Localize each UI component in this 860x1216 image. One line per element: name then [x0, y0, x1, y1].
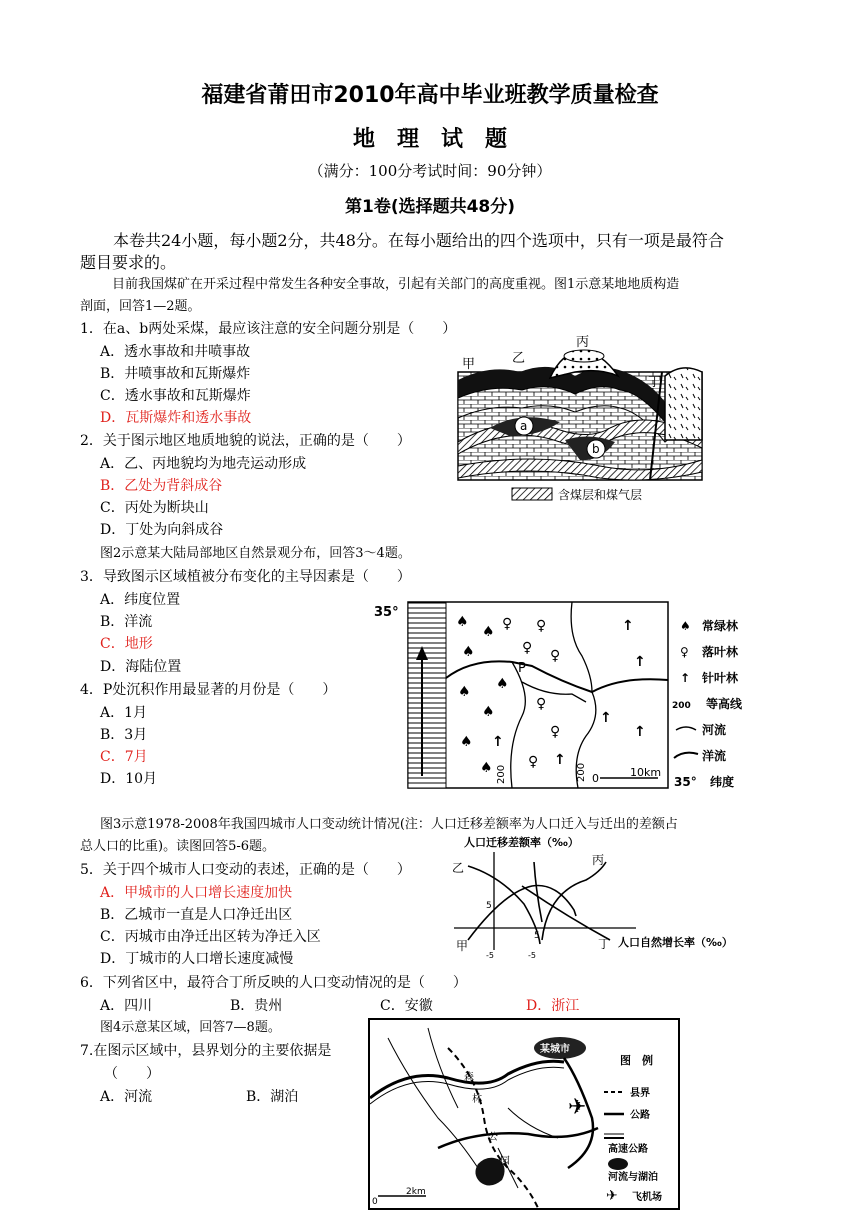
fig2-legend-river-icon	[676, 727, 696, 730]
q7-option-a: A．河流	[100, 1089, 153, 1105]
fig2-legend-river: 河流	[702, 723, 727, 737]
fig2-scale-zero: 0	[592, 772, 599, 785]
paper-title: 福建省莆田市2010年高中毕业班教学质量检查	[201, 83, 659, 108]
fig2-deciduous-tree: ♀	[536, 696, 547, 712]
q5-option-b: B．乙城市一直是人口净迁出区	[100, 907, 293, 923]
fig3-label-yi: 乙	[452, 861, 465, 875]
q3-option-b: B．洋流	[100, 614, 153, 630]
fig2-sea-area	[408, 602, 446, 788]
fig4-legend-road: 公路	[630, 1110, 650, 1121]
fig1-label-b: b	[592, 442, 600, 456]
fig4-scale-zero: 0	[372, 1197, 378, 1207]
q6-option-d: D．浙江	[526, 998, 580, 1014]
fig2-conifer-tree: ↑	[634, 654, 646, 670]
q5-stem: 5．关于四个城市人口变动的表述，正确的是（ ）	[80, 862, 411, 878]
fig2-legend-evergreen-icon: ♠	[680, 619, 691, 633]
fig2-deciduous-tree: ♀	[550, 724, 561, 740]
fig2-evergreen-tree: ♠	[458, 684, 471, 700]
fig2-legend-conifer: 针叶林	[702, 671, 739, 685]
fig1-legend-label: 含煤层和煤气层	[558, 488, 643, 502]
q6-option-b: B．贵州	[230, 998, 283, 1014]
fig2-legend-deciduous-icon: ♀	[680, 645, 689, 659]
q3-stem: 3．导致图示区域植被分布变化的主导因素是（ ）	[80, 569, 411, 585]
fig3-label-jia: 甲	[456, 939, 469, 953]
fig1-label-a: a	[520, 419, 528, 433]
q2-option-a: A．乙、丙地貌均为地壳运动形成	[100, 456, 307, 472]
q3-option-a: A．纬度位置	[100, 592, 181, 608]
q6-option-a: A．四川	[100, 998, 153, 1014]
fig4-legend-lake-icon	[608, 1158, 628, 1170]
fig1-block-ding	[665, 368, 702, 440]
figure-1-cross-section	[450, 332, 710, 512]
q3-option-d: D．海陆位置	[100, 659, 182, 675]
fig2-contour-label-1: 200	[496, 764, 507, 784]
fig2-legend-current-icon	[674, 753, 698, 758]
q4-option-d: D．10月	[100, 771, 158, 787]
fig2-legend	[672, 618, 743, 789]
q3-option-c: C．地形	[100, 636, 153, 652]
q5-option-c: C．丙城市由净迁出区转为净迁入区	[100, 929, 321, 945]
fig3-curve-yi	[468, 866, 540, 944]
fig3-tick-ym5: -5	[528, 951, 536, 960]
fig2-legend-evergreen: 常绿林	[702, 619, 739, 633]
intro-1-line-2: 剖面，回答1—2题。	[80, 299, 201, 314]
q4-option-a: A．1月	[100, 705, 148, 721]
fig1-label-bing: 丙	[576, 335, 590, 350]
fig2-evergreen-tree: ♠	[496, 676, 509, 692]
intro-2: 图2示意某大陆局部地区自然景观分布，回答3～4题。	[100, 546, 411, 561]
instructions-line-2: 题目要求的。	[80, 253, 177, 272]
fig1-label-jia: 甲	[462, 357, 476, 372]
fig4-park-char-1: 公	[488, 1132, 498, 1143]
fig2-deciduous-tree: ♀	[536, 618, 547, 634]
q1-option-d: D．瓦斯爆炸和透水事故	[100, 410, 252, 426]
fig4-forest-char-2: 林	[472, 1094, 482, 1105]
fig1-label-yi: 乙	[512, 351, 526, 366]
fig4-legend-title: 图 例	[620, 1054, 653, 1067]
fig3-tick-y5: 5	[486, 901, 492, 911]
q1-option-a: A．透水事故和井喷事故	[100, 344, 251, 360]
fig2-latitude-label: 35°	[374, 605, 399, 620]
q4-option-c: C．7月	[100, 749, 148, 765]
figure-2-landscape-map	[372, 596, 792, 796]
fig2-deciduous-tree: ♀	[528, 754, 539, 770]
fig2-legend-conifer-icon: ↑	[680, 671, 691, 685]
fig3-label-bing: 丙	[592, 853, 605, 867]
q2-option-c: C．丙处为断块山	[100, 500, 209, 516]
fig4-legend-highway: 高速公路	[608, 1144, 648, 1155]
q2-option-b: B．乙处为背斜成谷	[100, 478, 223, 494]
q6-option-c: C．安徽	[380, 998, 433, 1014]
figure-4-region-map	[368, 1018, 680, 1210]
q1-option-b: B．井喷事故和瓦斯爆炸	[100, 366, 251, 382]
fig3-xlabel: 人口自然增长率（‰）	[618, 936, 733, 949]
fig2-contour-label-2: 200	[576, 762, 587, 782]
fig2-conifer-tree: ↑	[554, 752, 566, 768]
q5-option-d: D．丁城市的人口增长速度减慢	[100, 951, 294, 967]
fig2-conifer-tree: ↑	[600, 710, 612, 726]
q4-stem: 4．P处沉积作用最显著的月份是（ ）	[80, 682, 337, 698]
fig4-city-label: 某城市	[540, 1044, 570, 1055]
fig2-p-label: P	[518, 661, 526, 676]
q2-option-d: D．丁处为向斜成谷	[100, 522, 224, 538]
fig4-park-char-2: 园	[500, 1156, 510, 1167]
fig3-tick-xm5: -5	[486, 951, 494, 960]
fig1-peak-bing	[564, 350, 604, 362]
fig4-legend-lake: 河流与湖泊	[608, 1172, 658, 1183]
fig2-scale-label: 10km	[630, 766, 662, 779]
fig3-curve-jia	[468, 886, 576, 941]
q6-stem: 6．下列省区中，最符合丁所反映的人口变动情况的是（ ）	[80, 975, 467, 991]
fig2-legend-current: 洋流	[702, 749, 727, 763]
fig2-evergreen-tree: ♠	[462, 644, 475, 660]
subject-title: 地 理 试 题	[352, 127, 507, 152]
q1-stem: 1．在a、b两处采煤，最应该注意的安全问题分别是（ ）	[80, 321, 457, 337]
fig3-label-ding: 丁	[598, 937, 611, 951]
fig2-deciduous-tree: ♀	[522, 640, 533, 656]
fig2-evergreen-tree: ♠	[456, 614, 469, 630]
fig3-tick-x5: 5	[534, 931, 540, 941]
fig4-legend-border: 县界	[630, 1088, 650, 1099]
section-title: 第1卷(选择题共48分)	[344, 197, 516, 217]
fig4-airport-icon: ✈	[568, 1095, 587, 1120]
fig2-conifer-tree: ↑	[634, 724, 646, 740]
fig4-scale-label: 2km	[406, 1187, 426, 1197]
fig3-ylabel: 人口迁移差额率（‰）	[464, 836, 579, 849]
q5-option-a: A．甲城市的人口增长速度加快	[100, 885, 293, 901]
q7-stem: 7.在图示区域中，县界划分的主要依据是	[80, 1043, 332, 1059]
fig2-legend-lat: 纬度	[710, 775, 735, 789]
q1-option-c: C．透水事故和瓦斯爆炸	[100, 388, 251, 404]
fig2-evergreen-tree: ♠	[460, 734, 473, 750]
intro-4: 图4示意某区域，回答7—8题。	[100, 1020, 281, 1035]
fig2-deciduous-tree: ♀	[550, 648, 561, 664]
exam-info: （满分：100分考试时间：90分钟）	[308, 162, 552, 180]
fig1-legend-swatch	[512, 488, 552, 500]
fig4-legend-airport-icon: ✈	[606, 1188, 618, 1204]
instructions-line-1: 本卷共24小题，每小题2分，共48分。在每小题给出的四个选项中，只有一项是最符合	[113, 231, 724, 250]
intro-3-line-1: 图3示意1978-2008年我国四城市人口变动统计情况(注：人口迁移差额率为人口迁入与迁出的差额占	[100, 817, 678, 832]
fig2-conifer-tree: ↑	[622, 618, 634, 634]
fig2-legend-contour-prefix: 200	[672, 701, 691, 711]
q4-option-b: B．3月	[100, 727, 148, 743]
q7-stem-bracket: （ ）	[104, 1066, 160, 1082]
fig1-label-ding: 丁	[648, 375, 662, 390]
fig2-evergreen-tree: ♠	[482, 624, 495, 640]
fig2-legend-deciduous: 落叶林	[702, 645, 739, 659]
fig2-conifer-tree: ↑	[492, 734, 504, 750]
fig2-evergreen-tree: ♠	[482, 704, 495, 720]
fig3-curve-extra	[534, 862, 542, 922]
figure-3-population-chart	[446, 832, 746, 962]
q7-option-b: B．湖泊	[246, 1089, 299, 1105]
intro-1-line-1: 目前我国煤矿在开采过程中常发生各种安全事故，引起有关部门的高度重视。图1示意某地地质构造	[112, 277, 680, 292]
fig2-deciduous-tree: ♀	[502, 616, 513, 632]
fig4-forest-char-1: 森	[464, 1072, 474, 1083]
q2-stem: 2．关于图示地区地质地貌的说法，正确的是（ ）	[80, 433, 411, 449]
fig2-evergreen-tree: ♠	[480, 760, 493, 776]
intro-3-line-2: 总人口的比重)。读图回答5-6题。	[80, 839, 276, 854]
fig2-legend-lat-prefix: 35°	[674, 775, 697, 789]
fig2-legend-contour: 等高线	[706, 697, 743, 711]
fig4-legend-airport: 飞机场	[632, 1192, 662, 1203]
